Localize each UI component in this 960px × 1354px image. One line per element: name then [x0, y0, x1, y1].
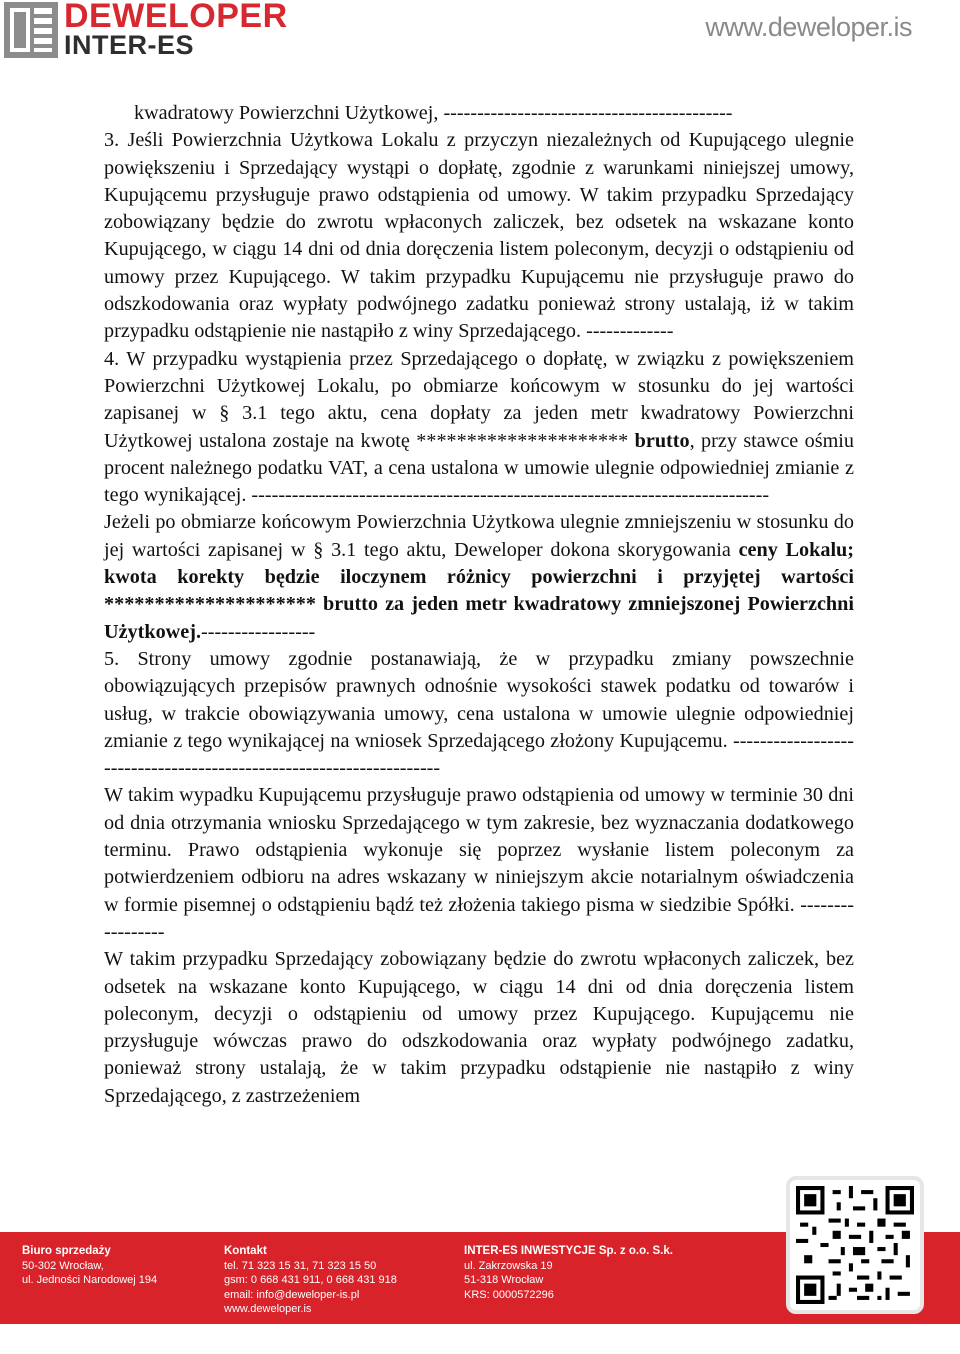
footer-sales-line: 50-302 Wrocław, — [22, 1259, 104, 1272]
document-paragraph-p7 — [104, 946, 854, 1110]
footer-company-line: 51-318 Wrocław — [464, 1274, 544, 1286]
footer-company-line: ul. Zakrzowska 19 — [464, 1259, 553, 1272]
footer-sales-line: ul. Jedności Narodowej 194 — [22, 1274, 158, 1286]
footer-email[interactable]: email: info@deweloper-is.pl — [224, 1288, 360, 1301]
footer-company-heading: INTER-ES INWESTYCJE Sp. z o.o. S.k. — [464, 1245, 673, 1257]
building-logo-icon — [4, 2, 58, 58]
header-website: www.deweloper.is — [705, 12, 912, 42]
qr-code — [786, 1176, 924, 1314]
body-text-run: kwadratowy Powierzchni Użytkowej, ------------------------------------------- — [134, 102, 733, 124]
document-paragraph-p4 — [104, 509, 854, 645]
footer-contact — [224, 1244, 397, 1317]
body-text-run: W takim przypadku Sprzedający zobowiązany będzie do zwrotu wpłaconych zaliczek, bez odsetek na wskazane konto Kupującego, w ciągu 14 dni od dnia doręczenia listem poleconym, decyzji o odstąpieniu od umowy przez Kupującego. Kupującemu nie przysługuje wówczas prawo do odszkodowania oraz wypłaty podwójnego zadatku, ponieważ strony ustalają, że w takim przypadku odstąpienie nie nastąpiło z winy Sprzedającego, z zastrzeżeniem — [104, 948, 854, 1107]
document-paragraph-p3 — [104, 346, 854, 510]
bold-text: ceny Lokalu; kwota korekty będzie iloczynem różnicy powierzchni i przyjętej wartości ********************* brutto za jeden metr kwadratowy zmniejszonej Powierzchni Użytkowej. — [104, 538, 855, 643]
footer-sales-heading: Biuro sprzedaży — [22, 1245, 111, 1257]
footer-phone: tel. 71 323 15 31, 71 323 15 50 — [224, 1259, 377, 1272]
body-text-run: W takim wypadku Kupującemu przysługuje prawo odstąpienia od umowy w terminie 30 dni od dnia otrzymania wniosku Sprzedającego w tym zakresie, bez wyznaczania dodatkowego terminu. Prawo odstąpienia wykonuje się poprzez wysłanie listem poleconym za potwierdzeniem odbioru na adres wskazany w niniejszym akcie notarialnym oświadczenia w formie pisemnej o odstąpieniu bądź też złożenia takiego pisma w siedzibie Spółki. ----------------- — [104, 784, 854, 943]
brand-subname: INTER-ES — [64, 30, 195, 60]
body-text-run: , przy stawce ośmiu procent należnego podatku VAT, a cena ustalona w umowie ulegnie odpowiedniej zmianie z tego wynikającej. ----------------------------------------------------------------------------- — [104, 429, 854, 507]
document-paragraph-p1 — [104, 100, 854, 127]
body-text-run: ----------------- — [201, 620, 316, 643]
footer-gsm: gsm: 0 668 431 911, 0 668 431 918 — [224, 1274, 397, 1286]
qr-code-icon — [796, 1186, 914, 1304]
document-paragraph-p2 — [104, 127, 854, 345]
document-paragraph-p5 — [104, 646, 854, 782]
footer-company — [464, 1244, 673, 1302]
footer-contact-heading: Kontakt — [224, 1245, 267, 1257]
body-text-run: 4. W przypadku wystąpienia przez Sprzedającego o dopłatę, w związku z powiększeniem Powierzchni Użytkowej Lokalu, po obmiarze końcowym w stosunku do jej wartości zapisanej w § 3.1 tego aktu, cena dopłaty za jeden metr kwadratowy Powierzchni Użytkowej ustalona zostaje na kwotę ********************* — [104, 347, 854, 452]
body-text-run: Jeżeli po obmiarze końcowym Powierzchnia Użytkowa ulegnie zmniejszeniu w stosunku do jej wartości zapisanej w § 3.1 tego aktu, Deweloper dokona skorygowania — [104, 511, 854, 561]
body-text-run: 3. Jeśli Powierzchnia Użytkowa Lokalu z przyczyn niezależnych od Kupującego ulegnie powiększeniu i Sprzedający wystąpi o dopłatę, zgodnie z warunkami niniejszej umowy, Kupującemu przysługuje prawo odstąpienia od umowy. W takim przypadku Sprzedający zobowiązany będzie do zwrotu wpłaconych zaliczek, bez odsetek na wskazane konto Kupującego, w ciągu 14 dni od dnia doręczenia listem poleconym, decyzji o odstąpieniu od umowy przez Kupującego. W takim przypadku Kupującemu nie przysługuje prawo do odszkodowania oraz wypłaty podwójnego zadatku ponieważ strony ustalają, iż w takim przypadku odstąpienie nie nastąpiło z winy Sprzedającego. ------------- — [104, 129, 854, 343]
body-text-run: 5. Strony umowy zgodnie postanawiają, że w przypadku zmiany powszechnie obowiązujących przepisów prawnych odnośnie wysokości stawek podatku od towarów i usług, w trakcie obowiązywania umowy, cena ustalona w umowie ulegnie odpowiedniej zmianie z tego wynikającej na wniosek Sprzedającego złożony Kupującemu. -------------------------------------------------------------------- — [104, 647, 854, 780]
footer-website[interactable]: www.deweloper.is — [224, 1303, 312, 1315]
footer-company-line: KRS: 0000572296 — [464, 1288, 554, 1301]
page-header — [0, 0, 960, 70]
footer-sales-office — [22, 1244, 157, 1288]
document-paragraph-p6 — [104, 782, 854, 946]
document-body — [104, 100, 854, 1110]
brand-name: DEWELOPER — [64, 0, 288, 35]
bold-text: brutto — [634, 429, 690, 452]
